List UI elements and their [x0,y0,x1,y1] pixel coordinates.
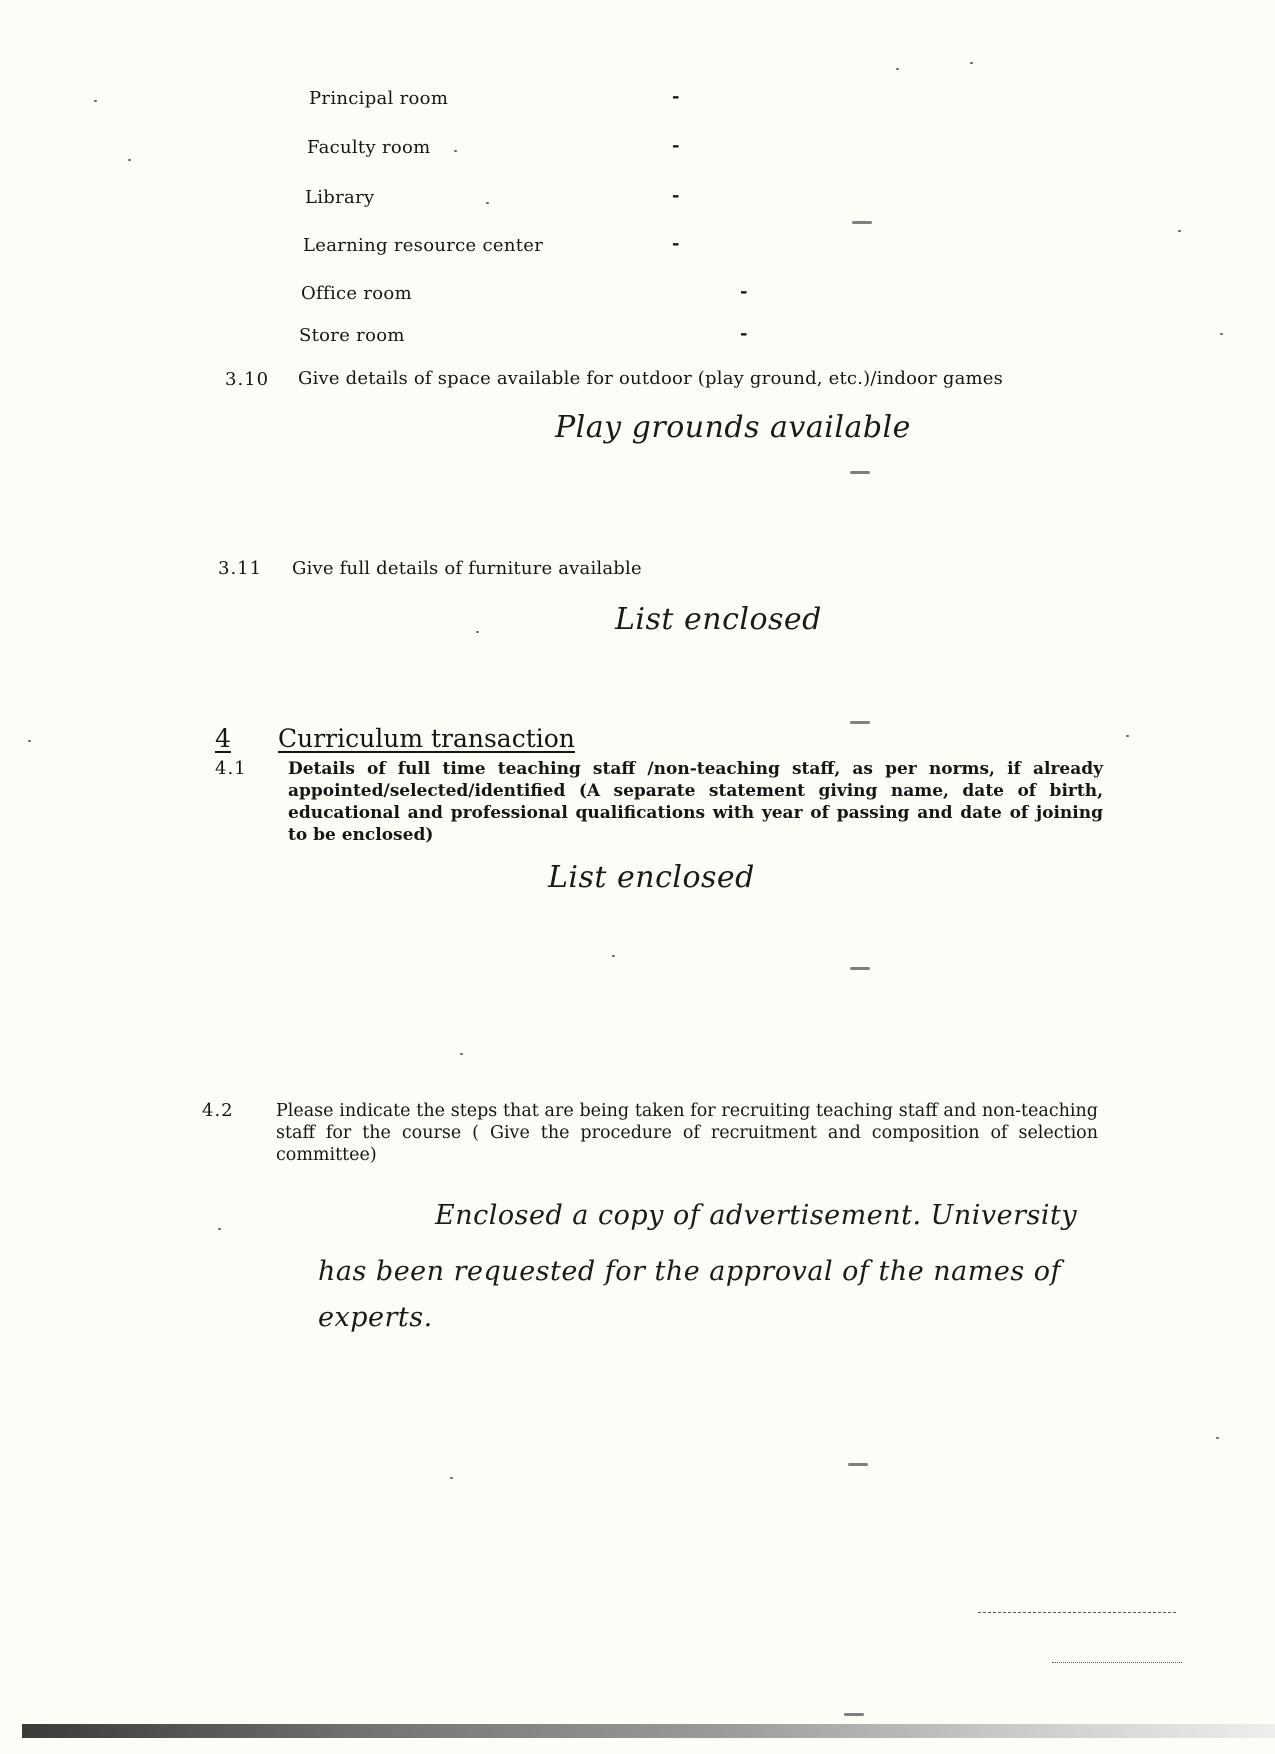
scan-smudge [848,1463,868,1466]
q3-11-handwritten-answer: List enclosed [615,602,822,637]
room-value-office: - [740,281,748,302]
room-label-lrc: Learning resource center [303,235,544,256]
scan-speck [476,631,479,633]
q3-10-number: 3.10 [225,369,270,390]
scan-speck [486,202,489,204]
section-4-number: 4 [215,724,231,753]
scan-speck [218,1228,221,1230]
scan-speck [970,62,973,64]
room-value-principal: - [672,86,680,107]
room-label-library: Library [305,187,375,208]
room-value-lrc: - [672,233,680,254]
scan-speck [1178,230,1181,232]
scan-speck [460,1053,463,1055]
room-value-store: - [740,323,748,344]
q4-1-number: 4.1 [215,758,247,779]
scan-speck [1126,735,1129,737]
scan-speck [128,159,131,161]
scan-smudge [844,1713,864,1716]
room-value-faculty: - [672,135,680,156]
scan-smudge [850,471,870,474]
room-label-principal: Principal room [309,88,449,109]
q3-10-question: Give details of space available for outdoor (play ground, etc.)/indoor games [298,368,1004,389]
q3-10-handwritten-answer: Play grounds available [555,410,911,445]
q4-1-question: Details of full time teaching staff /non-teaching staff, as per norms, if already appointed/selected/identified (A separate statement giving name, date of birth, educational and professional qualifications with year of passing and date of joining to be enclosed) [288,759,1103,845]
scan-smudge [850,721,870,724]
scan-speck [28,740,31,742]
q4-1-handwritten-answer: List enclosed [548,860,755,895]
scan-speck [94,100,97,102]
room-value-library: - [672,185,680,206]
scan-speck [612,955,615,957]
room-label-office: Office room [301,283,412,304]
scan-smudge [850,967,870,970]
q3-11-question: Give full details of furniture available [292,558,642,579]
scan-speck [1220,333,1223,335]
scan-speck [450,1477,453,1479]
scan-speck [896,68,899,70]
room-label-faculty: Faculty room [307,137,431,158]
scan-dotted-line [1052,1662,1182,1663]
room-label-store: Store room [299,325,405,346]
scan-dotted-line [978,1612,1176,1613]
q3-11-number: 3.11 [218,558,263,579]
scan-speck [454,150,457,152]
q4-2-handwritten-answer-line2: has been requested for the approval of the names of [318,1256,1062,1287]
scan-smudge [852,221,872,224]
q4-2-handwritten-answer-line3: experts. [318,1302,433,1333]
scan-edge-shadow [22,1724,1275,1738]
scan-speck [1216,1437,1219,1439]
q4-2-question: Please indicate the steps that are being taken for recruiting teaching staff and non-teaching staff for the course ( Give the procedure of recruitment and composition of selection committee) [276,1101,1098,1165]
section-4-title: Curriculum transaction [278,724,575,753]
q4-2-handwritten-answer-line1: Enclosed a copy of advertisement. University [435,1200,1078,1231]
q4-2-number: 4.2 [202,1100,234,1121]
